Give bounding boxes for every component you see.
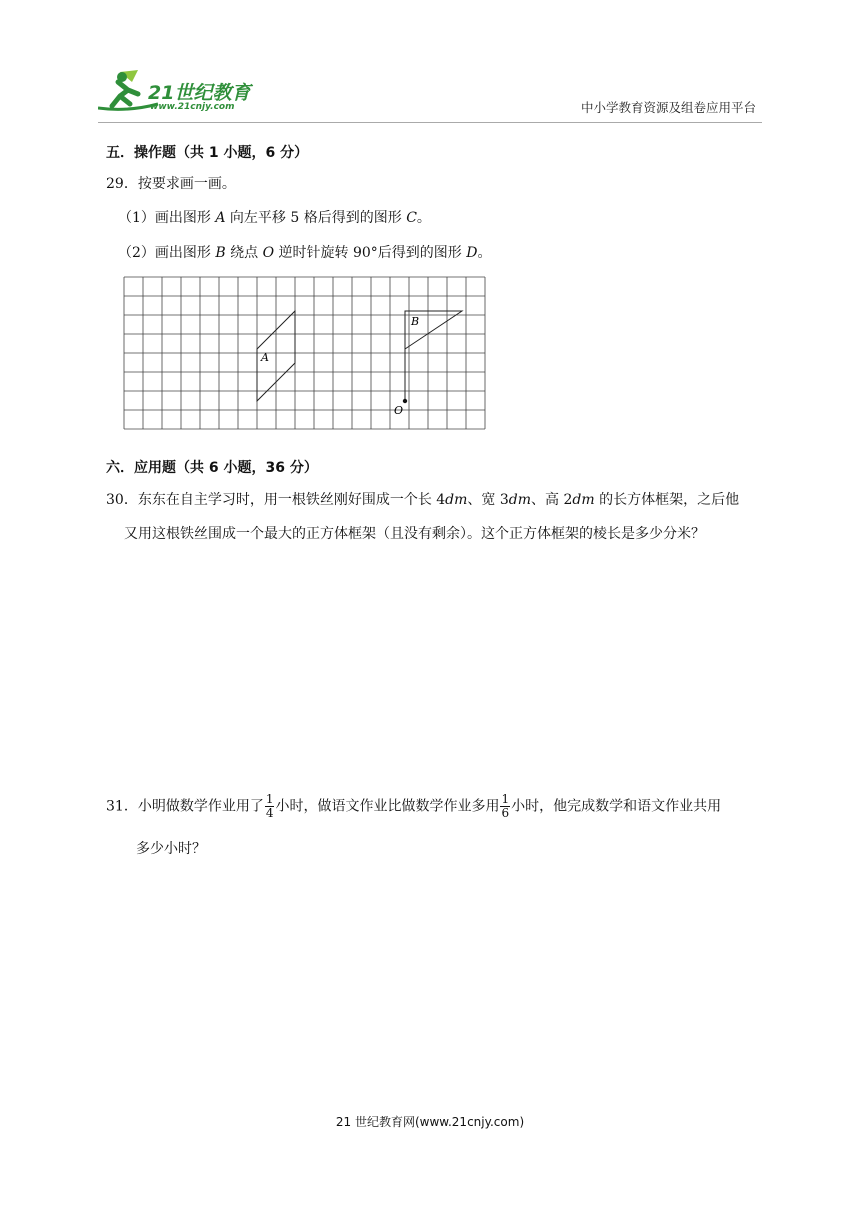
logo	[98, 68, 268, 116]
section-5-title: 五．操作题（共 1 小题，6 分）	[106, 145, 309, 161]
footer-text: 21 世纪教育网(www.21cnjy.com)	[335, 1115, 525, 1129]
fraction-one-sixth: $\frac{1}{6}$	[501, 792, 510, 820]
q31-line-2: 多少小时？	[136, 841, 206, 857]
fraction-one-quarter: $\frac{1}{4}$	[265, 792, 274, 820]
q29-stem: 29．按要求画一画。	[106, 176, 236, 192]
point-o	[403, 399, 407, 403]
label-o: O	[394, 404, 404, 417]
logo-url-text: www.21cnjy.com	[150, 102, 235, 112]
q29-item-1: （1）画出图形 A 向左平移 5 格后得到的图形 C。	[118, 210, 431, 226]
header-divider	[98, 122, 762, 123]
logo-main-text: 21世纪教育	[148, 82, 251, 104]
label-a: A	[261, 351, 269, 364]
header-platform-text: 中小学教育资源及组卷应用平台	[580, 100, 756, 115]
q30-line-1: 30．东东在自主学习时，用一根铁丝刚好围成一个长 4dm、宽 3dm、高 2dm 的长方体框架，之后他	[106, 492, 740, 508]
section-6-title: 六．应用题（共 6 小题，36 分）	[106, 460, 318, 476]
q29-grid-figure	[120, 273, 486, 439]
label-b: B	[411, 315, 420, 328]
q31-line-1: 31．小明做数学作业用了 $\frac{1}{4}$ 小时，做语文作业比做数学作业多用 $\frac{1}{6}$ 小时，他完成数学和语文作业共用	[106, 792, 722, 820]
q30-line-2: 又用这根铁丝围成一个最大的正方体框架（且没有剩余）。这个正方体框架的棱长是多少分米？	[124, 526, 705, 542]
q29-item-2: （2）画出图形 B 绕点 O 逆时针旋转 90°后得到的图形 D。	[118, 245, 492, 261]
